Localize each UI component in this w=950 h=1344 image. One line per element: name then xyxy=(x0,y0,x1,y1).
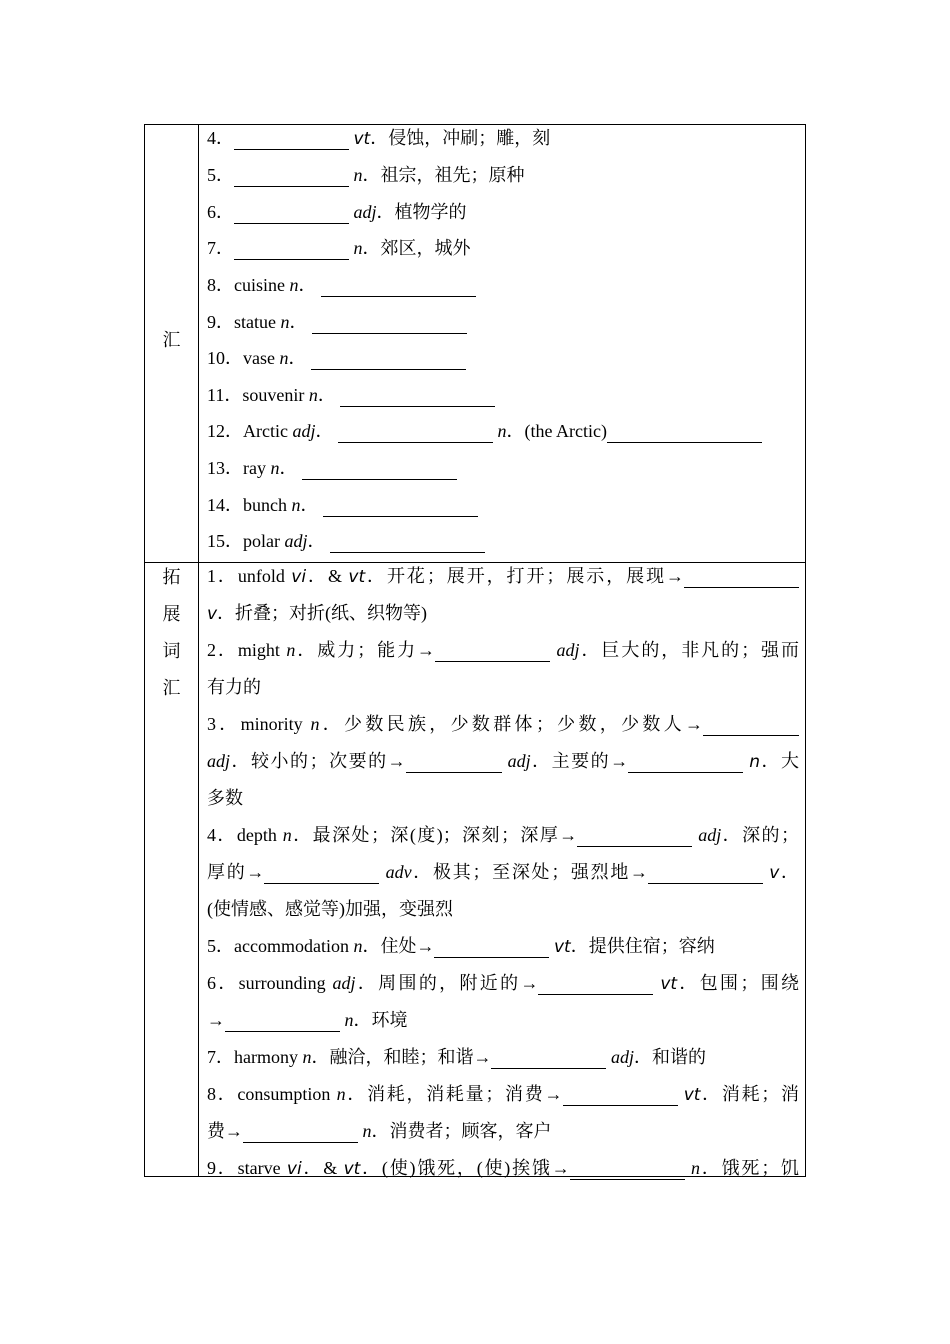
list-item: 10．vase n． xyxy=(207,340,799,377)
list-item: 14．bunch n． xyxy=(207,487,799,524)
answer-blank[interactable] xyxy=(312,309,467,334)
text-line: (使情感、感觉等)加强，变强烈 xyxy=(207,899,453,919)
answer-blank[interactable] xyxy=(434,933,549,958)
text-line: 2．might n．威力；能力→ adj．巨大的，非凡的；强而 xyxy=(207,632,799,669)
answer-blank[interactable] xyxy=(302,455,457,480)
text-line: adj．较小的；次要的→ adj．主要的→ n．大 xyxy=(207,743,799,780)
category-label-top: 汇 xyxy=(162,330,181,350)
list-item: 5． n．祖宗，祖先；原种 xyxy=(207,157,799,194)
text-line: 8．consumption n．消耗，消耗量；消费→ vt．消耗；消 xyxy=(207,1076,799,1113)
text-line: → n．环境 xyxy=(207,1002,799,1039)
answer-blank[interactable] xyxy=(264,859,379,884)
category-label-bottom: 拓 展 词 汇 xyxy=(162,567,181,698)
text-line: 4．depth n．最深处；深(度)；深刻；深厚→ adj．深的； xyxy=(207,817,799,854)
answer-blank[interactable] xyxy=(234,235,349,260)
answer-blank[interactable] xyxy=(338,418,493,443)
list-item: 6． adj．植物学的 xyxy=(207,194,799,231)
answer-blank[interactable] xyxy=(234,199,349,224)
vocabulary-table xyxy=(144,124,806,1177)
answer-blank[interactable] xyxy=(577,822,692,847)
answer-blank[interactable] xyxy=(406,748,502,773)
list-item: 9．statue n． xyxy=(207,304,799,341)
list-item: 11．souvenir n． xyxy=(207,377,799,414)
column-divider xyxy=(198,125,199,1176)
list-item: 7． n．郊区，城外 xyxy=(207,230,799,267)
answer-blank[interactable] xyxy=(234,125,349,150)
text-line: 6．surrounding adj．周围的，附近的→ vt．包围；围绕 xyxy=(207,965,799,1002)
answer-blank[interactable] xyxy=(311,345,466,370)
extended-vocab-list xyxy=(207,558,800,1179)
answer-blank[interactable] xyxy=(563,1081,678,1106)
answer-blank[interactable] xyxy=(538,970,653,995)
answer-blank[interactable] xyxy=(435,637,550,662)
answer-blank[interactable] xyxy=(234,162,349,187)
answer-blank[interactable] xyxy=(323,492,478,517)
text-line: 3．minority n．少数民族，少数群体；少数，少数人→ xyxy=(207,706,799,743)
answer-blank[interactable] xyxy=(703,711,799,736)
answer-blank[interactable] xyxy=(340,382,495,407)
text-line: 厚的→ adv．极其；至深处；强烈地→ v． xyxy=(207,854,799,891)
answer-blank[interactable] xyxy=(570,1155,685,1180)
list-item: 8．cuisine n． xyxy=(207,267,799,304)
text-line: 有力的 xyxy=(207,677,261,697)
answer-blank[interactable] xyxy=(321,272,476,297)
text-line: 5．accommodation n．住处→ vt．提供住宿；容纳 xyxy=(207,928,799,965)
list-item: 15．polar adj． xyxy=(207,523,799,560)
text-line: v．折叠；对折(纸、织物等) xyxy=(207,603,428,624)
list-item: 13．ray n． xyxy=(207,450,799,487)
answer-blank[interactable] xyxy=(330,528,485,553)
text-line: 9．starve vi．& vt．(使)饿死，(使)挨饿→ n．饿死；饥 xyxy=(207,1150,799,1187)
answer-blank[interactable] xyxy=(607,418,762,443)
list-item: 4． vt．侵蚀，冲刷；雕，刻 xyxy=(207,120,799,157)
answer-blank[interactable] xyxy=(628,748,743,773)
text-line: 费→ n．消费者；顾客，客户 xyxy=(207,1113,799,1150)
list-item: 12．Arctic adj． n．(the Arctic) xyxy=(207,413,799,450)
answer-blank[interactable] xyxy=(491,1044,606,1069)
basic-vocab-list xyxy=(207,120,799,560)
answer-blank[interactable] xyxy=(648,859,763,884)
text-line: 多数 xyxy=(207,788,243,808)
answer-blank[interactable] xyxy=(684,563,799,588)
answer-blank[interactable] xyxy=(225,1007,340,1032)
text-line: 7．harmony n．融洽，和睦；和谐→ adj．和谐的 xyxy=(207,1039,799,1076)
text-line: 1．unfold vi．& vt．开花；展开，打开；展示，展现→ xyxy=(207,558,799,595)
answer-blank[interactable] xyxy=(243,1118,358,1143)
